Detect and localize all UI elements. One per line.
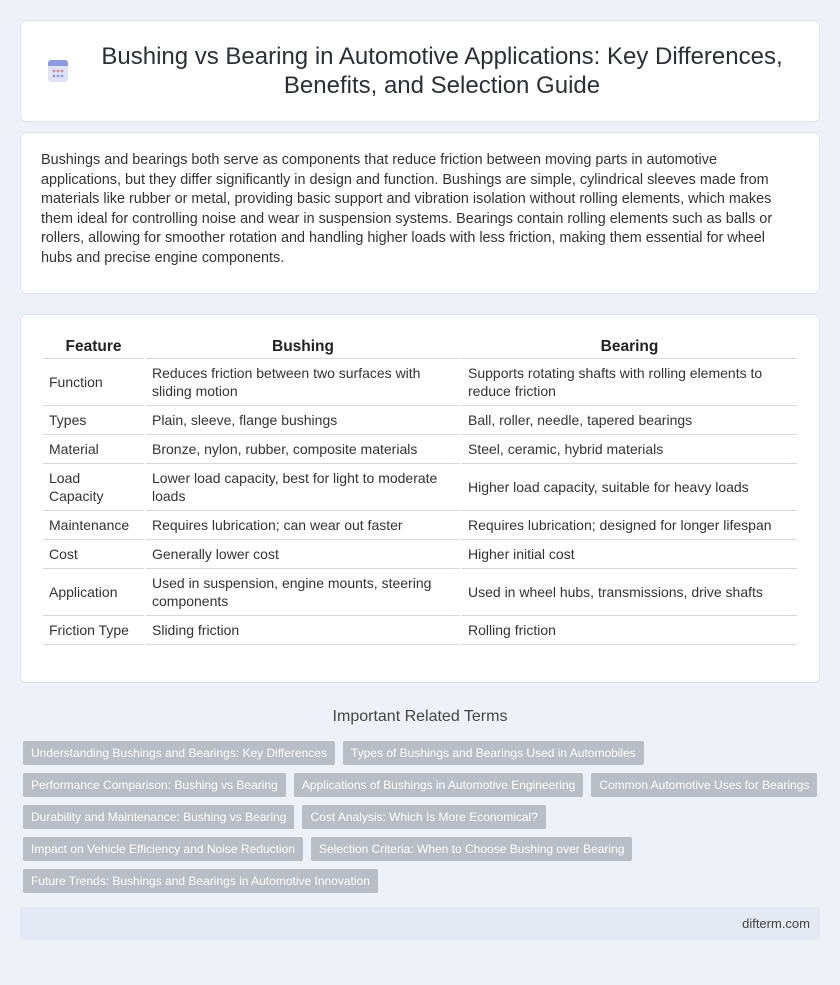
table-row [43, 540, 797, 569]
table-row [43, 406, 797, 435]
column-header: Bushing [146, 335, 460, 359]
table-cell: Generally lower cost [146, 540, 460, 569]
table-row [43, 569, 797, 616]
related-term-link[interactable]: Impact on Vehicle Efficiency and Noise Reduction [23, 837, 303, 861]
table-cell: Plain, sleeve, flange bushings [146, 406, 460, 435]
related-terms-list [0, 727, 840, 893]
footer [20, 907, 820, 940]
table-row [43, 359, 797, 406]
related-term-link[interactable]: Applications of Bushings in Automotive Engineering [294, 773, 584, 797]
table-cell: Application [43, 569, 144, 616]
page-header [20, 20, 820, 122]
related-term-link[interactable]: Understanding Bushings and Bearings: Key Differences [23, 741, 335, 765]
table-cell: Load Capacity [43, 464, 144, 511]
table-cell: Used in wheel hubs, transmissions, drive shafts [462, 569, 797, 616]
table-row [43, 511, 797, 540]
comparison-table-card [20, 314, 820, 683]
column-header: Feature [43, 335, 144, 359]
table-cell: Sliding friction [146, 616, 460, 645]
table-cell: Requires lubrication; can wear out faster [146, 511, 460, 540]
table-cell: Maintenance [43, 511, 144, 540]
related-term-link[interactable]: Selection Criteria: When to Choose Bushing over Bearing [311, 837, 633, 861]
table-header-row [43, 335, 797, 359]
table-cell: Bronze, nylon, rubber, composite materials [146, 435, 460, 464]
document-icon [45, 58, 71, 84]
table-cell: Used in suspension, engine mounts, steering components [146, 569, 460, 616]
related-term-link[interactable]: Cost Analysis: Which Is More Economical? [302, 805, 545, 829]
related-term-link[interactable]: Durability and Maintenance: Bushing vs Bearing [23, 805, 294, 829]
table-cell: Cost [43, 540, 144, 569]
table-cell: Reduces friction between two surfaces with sliding motion [146, 359, 460, 406]
table-cell: Friction Type [43, 616, 144, 645]
table-cell: Material [43, 435, 144, 464]
related-term-link[interactable]: Future Trends: Bushings and Bearings in Automotive Innovation [23, 869, 378, 893]
site-link[interactable]: difterm.com [742, 916, 810, 931]
table-row [43, 435, 797, 464]
related-term-link[interactable]: Types of Bushings and Bearings Used in Automobiles [343, 741, 644, 765]
table-row [43, 616, 797, 645]
table-row [43, 464, 797, 511]
table-cell: Steel, ceramic, hybrid materials [462, 435, 797, 464]
table-cell: Function [43, 359, 144, 406]
table-cell: Rolling friction [462, 616, 797, 645]
table-cell: Higher load capacity, suitable for heavy loads [462, 464, 797, 511]
intro-paragraph: Bushings and bearings both serve as components that reduce friction between moving parts in automotive applications, but they differ significantly in design and function. Bushings are simple, cylindrical sleeves made from materials like rubber or metal, providing basic support and vibration isolation without rolling elements, which makes them ideal for controlling noise and wear in suspension systems. Bearings contain rolling elements such as balls or rollers, allowing for smoother rotation and handling higher loads with less friction, making them essential for wheel hubs and precise engine components. [20, 132, 820, 294]
table-cell: Ball, roller, needle, tapered bearings [462, 406, 797, 435]
table-cell: Requires lubrication; designed for longer lifespan [462, 511, 797, 540]
related-term-link[interactable]: Common Automotive Uses for Bearings [591, 773, 817, 797]
related-terms-title: Important Related Terms [332, 708, 508, 725]
comparison-table [41, 335, 799, 645]
table-cell: Supports rotating shafts with rolling elements to reduce friction [462, 359, 797, 406]
column-header: Bearing [462, 335, 797, 359]
related-term-link[interactable]: Performance Comparison: Bushing vs Bearing [23, 773, 286, 797]
table-cell: Types [43, 406, 144, 435]
table-cell: Lower load capacity, best for light to moderate loads [146, 464, 460, 511]
page-title: Bushing vs Bearing in Automotive Applications: Key Differences, Benefits, and Selection Guide [101, 43, 783, 99]
table-cell: Higher initial cost [462, 540, 797, 569]
